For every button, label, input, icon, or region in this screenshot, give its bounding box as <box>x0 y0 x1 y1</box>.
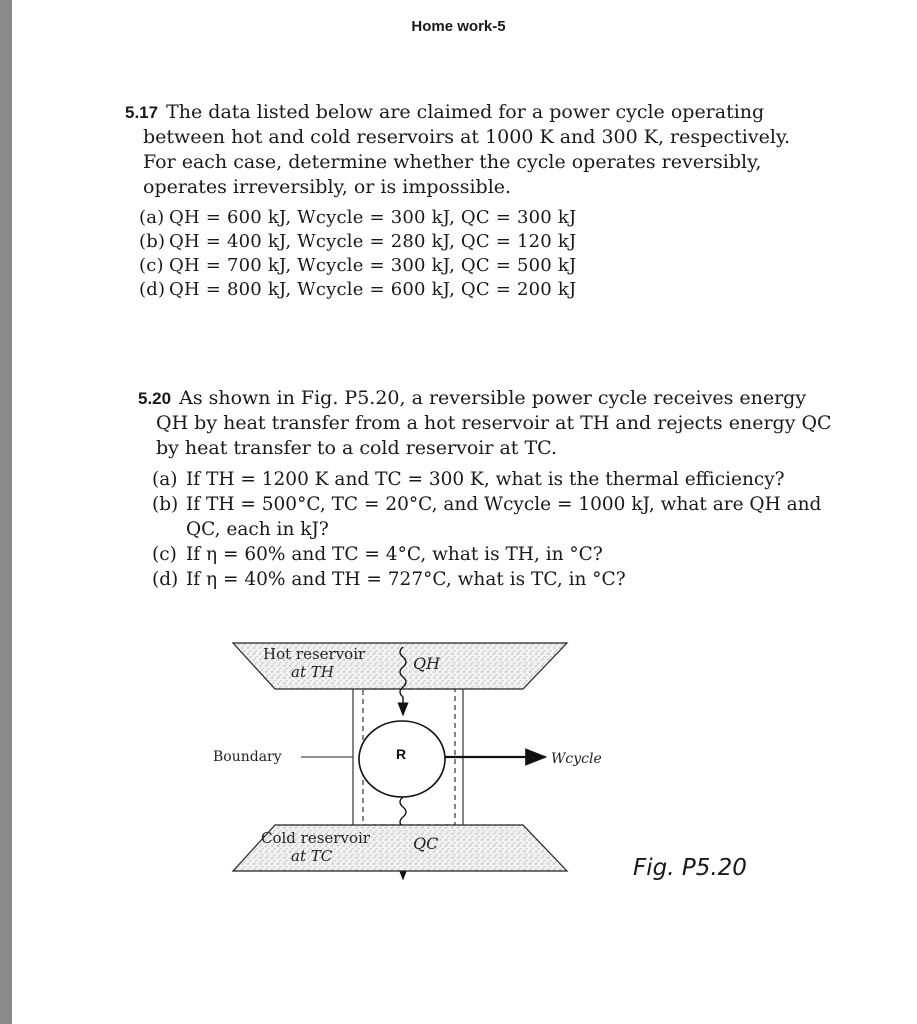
part-text: If TH = 1200 K and TC = 300 K, what is the thermal efficiency? <box>186 469 785 490</box>
hot-reservoir-label: Hot reservoir <box>263 645 366 663</box>
part-label: (b) <box>139 231 166 252</box>
part-label: (c) <box>139 255 164 276</box>
part-text: QH = 700 kJ, Wcycle = 300 kJ, QC = 500 kJ <box>169 255 577 276</box>
part-c <box>152 542 838 567</box>
part-d <box>152 567 838 592</box>
left-sidebar-strip <box>0 0 12 1024</box>
part-label: (b) <box>152 494 179 515</box>
cold-reservoir-temp: at TC <box>291 847 333 865</box>
part-a <box>152 467 838 492</box>
part-text: QH = 800 kJ, Wcycle = 600 kJ, QC = 200 kJ <box>169 279 577 300</box>
part-text: If η = 60% and TC = 4°C, what is TH, in °C? <box>186 544 603 565</box>
page-title: Home work-5 <box>411 18 506 35</box>
qh-label: QH <box>413 654 441 673</box>
problem-number: 5.17 <box>125 103 159 122</box>
part-label: (a) <box>152 469 178 490</box>
cycle-diagram <box>205 635 605 880</box>
part-label: (a) <box>139 207 165 228</box>
problem-text: As shown in Fig. P5.20, a reversible power cycle receives energy QH by heat transfer from a hot reservoir at TH and rejects energy QC by heat transfer to a cold reservoir at TC. <box>156 387 832 459</box>
part-label: (d) <box>139 279 166 300</box>
problem-5-17-statement <box>125 100 825 200</box>
part-a <box>139 206 825 230</box>
hot-reservoir-temp: at TH <box>291 663 334 681</box>
cold-reservoir-label: Cold reservoir <box>261 829 370 847</box>
boundary-label: Boundary <box>213 749 282 765</box>
part-c <box>139 254 825 278</box>
part-text: If η = 40% and TH = 727°C, what is TC, in °C? <box>186 569 626 590</box>
part-b <box>152 492 838 542</box>
problem-5-20-parts <box>138 467 838 592</box>
qc-label: QC <box>413 834 439 853</box>
part-label: (c) <box>152 544 177 565</box>
problem-number: 5.20 <box>138 389 172 408</box>
problem-5-17 <box>125 100 825 302</box>
part-label: (d) <box>152 569 179 590</box>
problem-5-20-statement <box>138 386 838 461</box>
cycle-label: R <box>396 746 407 762</box>
problem-5-17-parts <box>125 206 825 302</box>
part-text: QH = 600 kJ, Wcycle = 300 kJ, QC = 300 kJ <box>169 207 577 228</box>
figure-caption: Fig. P5.20 <box>633 855 747 881</box>
problem-5-20 <box>138 386 838 592</box>
part-d <box>139 278 825 302</box>
part-text: If TH = 500°C, TC = 20°C, and Wcycle = 1000 kJ, what are QH and QC, each in kJ? <box>186 494 822 540</box>
work-label: Wcycle <box>551 751 602 767</box>
figure-p5-20 <box>205 635 605 880</box>
problem-text: The data listed below are claimed for a power cycle operating between hot and cold reservoirs at 1000 K and 300 K, respectively. For each case, determine whether the cycle operates reversibly, operates irreversibly, or is impossible. <box>143 101 791 198</box>
part-b <box>139 230 825 254</box>
part-text: QH = 400 kJ, Wcycle = 280 kJ, QC = 120 kJ <box>169 231 577 252</box>
